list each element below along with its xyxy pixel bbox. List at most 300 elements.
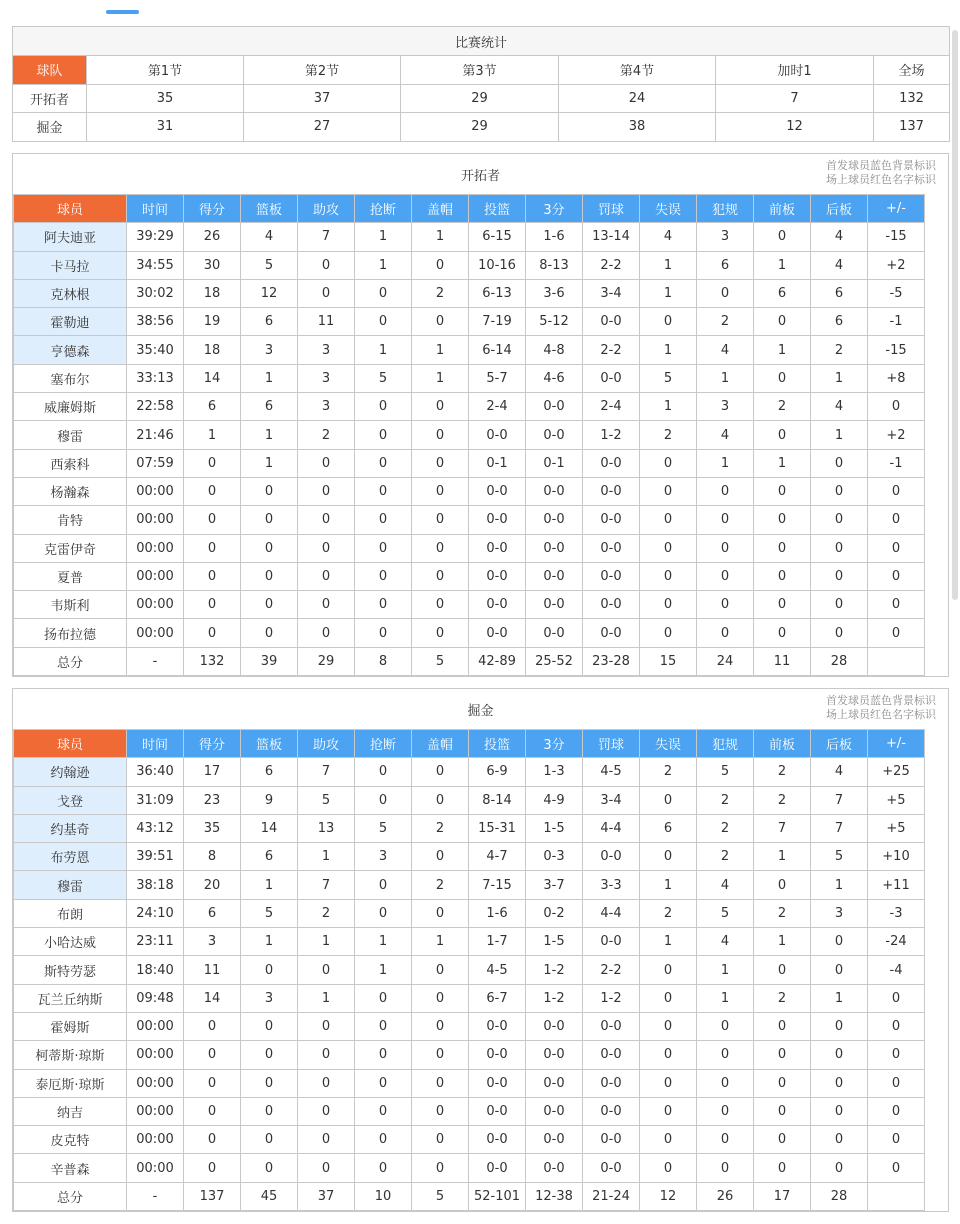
player-name: 小哈达威 xyxy=(14,928,127,956)
stat-cell: 39:51 xyxy=(127,843,184,871)
stat-cell: 0-0 xyxy=(583,308,640,336)
stat-cell: 0 xyxy=(241,562,298,590)
stat-cell: 0 xyxy=(412,591,469,619)
stat-cell: 0-0 xyxy=(583,506,640,534)
stat-cell: 0 xyxy=(697,1154,754,1182)
stat-cell: 0-0 xyxy=(469,506,526,534)
stat-cell: 1 xyxy=(355,928,412,956)
player-stats-table xyxy=(13,729,925,1211)
stat-cell: 0-0 xyxy=(526,393,583,421)
column-header-row xyxy=(14,730,925,758)
stat-cell: 0-0 xyxy=(469,1154,526,1182)
total-cell: 15 xyxy=(640,647,697,675)
stat-cell: 0 xyxy=(640,786,697,814)
stat-cell: 1-7 xyxy=(469,928,526,956)
stat-cell: 0 xyxy=(754,364,811,392)
stat-cell: 1-6 xyxy=(526,223,583,251)
column-header: +/- xyxy=(868,730,925,758)
stat-cell: 0 xyxy=(868,1126,925,1154)
stat-cell: 0-0 xyxy=(469,421,526,449)
stat-cell: 0 xyxy=(868,619,925,647)
game-stats-header-cell: 第1节 xyxy=(87,56,244,85)
stat-cell: 1 xyxy=(640,928,697,956)
stat-cell: 0 xyxy=(697,1041,754,1069)
stat-cell: 30 xyxy=(184,251,241,279)
stat-cell: 0-1 xyxy=(526,449,583,477)
column-header: 得分 xyxy=(184,730,241,758)
stat-cell: 0 xyxy=(640,1012,697,1040)
stat-cell: 1 xyxy=(412,336,469,364)
column-header: +/- xyxy=(868,195,925,223)
player-name: 克雷伊奇 xyxy=(14,534,127,562)
stat-cell: 2 xyxy=(697,786,754,814)
game-stats-header-cell: 第3节 xyxy=(401,56,559,85)
stat-cell: 0 xyxy=(355,1041,412,1069)
stat-cell: 1-6 xyxy=(469,899,526,927)
stat-cell: 0 xyxy=(298,1041,355,1069)
quarter-score-cell: 7 xyxy=(716,84,874,113)
stat-cell: 2 xyxy=(640,899,697,927)
stat-cell: 0 xyxy=(868,393,925,421)
quarter-score-cell: 35 xyxy=(87,84,244,113)
stat-cell: 2-2 xyxy=(583,251,640,279)
stat-cell: 3-4 xyxy=(583,786,640,814)
stat-cell: 13-14 xyxy=(583,223,640,251)
stat-cell: 0 xyxy=(640,449,697,477)
stat-cell: 0 xyxy=(697,279,754,307)
stat-cell: 1 xyxy=(298,984,355,1012)
stat-cell: 0 xyxy=(754,1012,811,1040)
stat-cell: 5-12 xyxy=(526,308,583,336)
stat-cell: 0 xyxy=(412,1012,469,1040)
stat-cell: 0-0 xyxy=(526,1126,583,1154)
legend-on-court: 场上球员红色名字标识 xyxy=(826,708,936,721)
total-cell: 42-89 xyxy=(469,647,526,675)
game-stats-header-cell: 加时1 xyxy=(716,56,874,85)
stat-cell: 1 xyxy=(241,928,298,956)
stat-cell: 26 xyxy=(184,223,241,251)
player-stats-table xyxy=(13,194,925,676)
stat-cell: 7 xyxy=(298,223,355,251)
stat-cell: 1-2 xyxy=(526,956,583,984)
stat-cell: 0 xyxy=(754,223,811,251)
stat-cell: 6 xyxy=(811,279,868,307)
stat-cell: 00:00 xyxy=(127,619,184,647)
stat-cell: 0 xyxy=(754,619,811,647)
stat-cell: 7 xyxy=(298,758,355,786)
stat-cell: 0-0 xyxy=(583,1041,640,1069)
stat-cell: 35 xyxy=(184,814,241,842)
total-cell: 132 xyxy=(184,647,241,675)
stat-cell: 0-0 xyxy=(583,534,640,562)
stat-cell: 0 xyxy=(412,1097,469,1125)
stat-cell: -5 xyxy=(868,279,925,307)
stat-cell: 0-0 xyxy=(583,619,640,647)
stat-cell: 10-16 xyxy=(469,251,526,279)
stat-cell: 0 xyxy=(298,1069,355,1097)
stat-cell: 0 xyxy=(184,1069,241,1097)
column-header: 篮板 xyxy=(241,195,298,223)
stat-cell: 0-0 xyxy=(583,1097,640,1125)
stat-cell: 6-15 xyxy=(469,223,526,251)
player-row xyxy=(14,1041,925,1069)
stat-cell: 0 xyxy=(241,1012,298,1040)
stat-cell: 0 xyxy=(412,984,469,1012)
total-cell: 137 xyxy=(184,1182,241,1210)
stat-cell: 0-0 xyxy=(526,1154,583,1182)
stat-cell: 1-2 xyxy=(526,984,583,1012)
stat-cell: 1 xyxy=(640,393,697,421)
stat-cell: 7 xyxy=(811,786,868,814)
stat-cell: 2 xyxy=(754,786,811,814)
total-label: 总分 xyxy=(14,1182,127,1210)
stat-cell: 7-15 xyxy=(469,871,526,899)
legend-on-court: 场上球员红色名字标识 xyxy=(826,173,936,186)
stat-cell: 5 xyxy=(241,251,298,279)
stat-cell: 0 xyxy=(355,758,412,786)
stat-cell: 0-0 xyxy=(526,591,583,619)
stat-cell: 0 xyxy=(754,1041,811,1069)
stat-cell: 0-0 xyxy=(526,1069,583,1097)
stat-cell: 38:56 xyxy=(127,308,184,336)
stat-cell: 0 xyxy=(811,1069,868,1097)
column-header: 盖帽 xyxy=(412,195,469,223)
stat-cell: 4-6 xyxy=(526,364,583,392)
stat-cell: 0 xyxy=(640,1097,697,1125)
stat-cell: 1 xyxy=(241,364,298,392)
player-name: 泰厄斯·琼斯 xyxy=(14,1069,127,1097)
stat-cell: 0 xyxy=(355,591,412,619)
stat-cell: 1-2 xyxy=(583,984,640,1012)
player-row xyxy=(14,279,925,307)
stat-cell: 0 xyxy=(754,477,811,505)
stat-cell: 2 xyxy=(811,336,868,364)
total-cell: 23-28 xyxy=(583,647,640,675)
stat-cell: 2 xyxy=(412,279,469,307)
stat-cell: 2 xyxy=(754,984,811,1012)
stat-cell: 1 xyxy=(298,928,355,956)
stat-cell: 3-4 xyxy=(583,279,640,307)
stat-cell: 0-0 xyxy=(583,364,640,392)
stat-cell: 6 xyxy=(241,393,298,421)
stat-cell: 0 xyxy=(811,591,868,619)
stat-cell: -15 xyxy=(868,336,925,364)
quarter-score-cell: 12 xyxy=(716,113,874,142)
stat-cell: 7 xyxy=(754,814,811,842)
team-header xyxy=(13,154,948,194)
total-cell: 28 xyxy=(811,1182,868,1210)
stat-cell: 0 xyxy=(355,393,412,421)
stat-cell: 0 xyxy=(241,1041,298,1069)
player-row xyxy=(14,871,925,899)
stat-cell: +11 xyxy=(868,871,925,899)
stat-cell: 0-0 xyxy=(583,1069,640,1097)
column-header: 罚球 xyxy=(583,195,640,223)
player-row xyxy=(14,421,925,449)
player-name: 纳吉 xyxy=(14,1097,127,1125)
stat-cell: 2 xyxy=(412,871,469,899)
player-name: 西索科 xyxy=(14,449,127,477)
total-cell: 26 xyxy=(697,1182,754,1210)
total-cell xyxy=(868,1182,925,1210)
stat-cell: 0 xyxy=(298,534,355,562)
stat-cell: 1-2 xyxy=(583,421,640,449)
column-header: 球员 xyxy=(14,730,127,758)
stat-cell: 1 xyxy=(412,928,469,956)
player-name: 扬布拉德 xyxy=(14,619,127,647)
column-header: 投篮 xyxy=(469,730,526,758)
total-cell: 39 xyxy=(241,647,298,675)
quarter-score-cell: 24 xyxy=(559,84,716,113)
stat-cell: 9 xyxy=(241,786,298,814)
stat-cell: 0-1 xyxy=(469,449,526,477)
stat-cell: 0-0 xyxy=(583,1154,640,1182)
stat-cell: 0 xyxy=(640,1154,697,1182)
stat-cell: 1 xyxy=(811,871,868,899)
column-header: 失误 xyxy=(640,730,697,758)
stat-cell: 38:18 xyxy=(127,871,184,899)
stat-cell: 0 xyxy=(355,786,412,814)
column-header-row xyxy=(14,195,925,223)
stat-cell: 4-4 xyxy=(583,899,640,927)
stat-cell: 4 xyxy=(811,251,868,279)
quarter-score-cell: 31 xyxy=(87,113,244,142)
stat-cell: 2 xyxy=(754,758,811,786)
stat-cell: 6 xyxy=(241,308,298,336)
total-cell: 52-101 xyxy=(469,1182,526,1210)
stat-cell: 2 xyxy=(412,814,469,842)
stat-cell: 6 xyxy=(184,899,241,927)
team-box-nuggets xyxy=(12,688,949,1212)
stat-cell: 0 xyxy=(298,1097,355,1125)
stat-cell: 24:10 xyxy=(127,899,184,927)
stat-cell: 0 xyxy=(868,1097,925,1125)
scrollbar[interactable] xyxy=(952,30,958,600)
stat-cell: 00:00 xyxy=(127,534,184,562)
player-name: 塞布尔 xyxy=(14,364,127,392)
stat-cell: 39:29 xyxy=(127,223,184,251)
stat-cell: 5 xyxy=(298,786,355,814)
stat-cell: 19 xyxy=(184,308,241,336)
stat-cell: 3 xyxy=(811,899,868,927)
stat-cell: 2 xyxy=(298,421,355,449)
stat-cell: 0 xyxy=(412,506,469,534)
total-cell: 28 xyxy=(811,647,868,675)
team-name: 掘金 xyxy=(467,704,494,719)
stat-cell: 0 xyxy=(868,562,925,590)
stat-cell: +8 xyxy=(868,364,925,392)
stat-cell: 0 xyxy=(241,619,298,647)
stat-cell: 2 xyxy=(754,899,811,927)
stat-cell: 0 xyxy=(640,619,697,647)
column-header: 后板 xyxy=(811,730,868,758)
total-cell: 8 xyxy=(355,647,412,675)
stat-cell: 5 xyxy=(241,899,298,927)
team-name-cell: 掘金 xyxy=(13,113,87,142)
stat-cell: 0 xyxy=(241,477,298,505)
stat-cell: 0 xyxy=(640,477,697,505)
stat-cell: +10 xyxy=(868,843,925,871)
stat-cell: 0 xyxy=(412,786,469,814)
player-name: 韦斯利 xyxy=(14,591,127,619)
player-name: 阿夫迪亚 xyxy=(14,223,127,251)
stat-cell: 2-2 xyxy=(583,956,640,984)
player-row xyxy=(14,336,925,364)
stat-cell: 0-0 xyxy=(583,477,640,505)
stat-cell: 4-7 xyxy=(469,843,526,871)
player-name: 杨瀚森 xyxy=(14,477,127,505)
stat-cell: +2 xyxy=(868,251,925,279)
stat-cell: 0 xyxy=(355,1069,412,1097)
team-box-blazers xyxy=(12,153,949,677)
stat-cell: 0 xyxy=(355,899,412,927)
stat-cell: 0 xyxy=(754,591,811,619)
stat-cell: 0 xyxy=(640,984,697,1012)
player-name: 卡马拉 xyxy=(14,251,127,279)
stat-cell: 3 xyxy=(241,984,298,1012)
stat-cell: 1 xyxy=(811,421,868,449)
player-row xyxy=(14,1069,925,1097)
active-tab-indicator xyxy=(106,10,139,14)
stat-cell: 4 xyxy=(241,223,298,251)
stat-cell: 3-3 xyxy=(583,871,640,899)
stat-cell: 0-0 xyxy=(526,534,583,562)
stat-cell: 3 xyxy=(697,223,754,251)
stat-cell: 0-0 xyxy=(583,928,640,956)
stat-cell: 0-0 xyxy=(526,1012,583,1040)
stat-cell: 6-9 xyxy=(469,758,526,786)
stat-cell: 4-8 xyxy=(526,336,583,364)
column-header: 助攻 xyxy=(298,730,355,758)
stat-cell: 0 xyxy=(412,843,469,871)
stat-cell: 0 xyxy=(298,279,355,307)
stat-cell: 4 xyxy=(811,223,868,251)
stat-cell: 11 xyxy=(184,956,241,984)
stat-cell: 0 xyxy=(298,477,355,505)
stat-cell: 0 xyxy=(355,871,412,899)
stat-cell: 3-7 xyxy=(526,871,583,899)
stat-cell: 0-0 xyxy=(469,1097,526,1125)
stat-cell: 0 xyxy=(298,591,355,619)
stat-cell: 0-0 xyxy=(469,1041,526,1069)
player-row xyxy=(14,619,925,647)
stat-cell: 7 xyxy=(811,814,868,842)
stat-cell: 20 xyxy=(184,871,241,899)
stat-cell: 0 xyxy=(697,619,754,647)
stat-cell: 0-0 xyxy=(583,843,640,871)
stat-cell: 4 xyxy=(697,928,754,956)
stat-cell: 0 xyxy=(241,506,298,534)
stat-cell: 1 xyxy=(355,956,412,984)
stat-cell: 1 xyxy=(640,251,697,279)
stat-cell: 2 xyxy=(697,308,754,336)
stat-cell: 0 xyxy=(811,619,868,647)
stat-cell: 0 xyxy=(355,308,412,336)
stat-cell: 0 xyxy=(412,899,469,927)
stat-cell: 0 xyxy=(241,591,298,619)
stat-cell: 0 xyxy=(412,758,469,786)
stat-cell: 00:00 xyxy=(127,1041,184,1069)
stat-cell: 36:40 xyxy=(127,758,184,786)
total-cell: 5 xyxy=(412,647,469,675)
game-stats-header-cell: 第4节 xyxy=(559,56,716,85)
legend xyxy=(826,159,936,187)
stat-cell: 3 xyxy=(298,336,355,364)
player-name: 亨德森 xyxy=(14,336,127,364)
player-row xyxy=(14,393,925,421)
stat-cell: 0 xyxy=(355,477,412,505)
stat-cell: 0 xyxy=(355,1126,412,1154)
stat-cell: 0 xyxy=(298,1154,355,1182)
stat-cell: 0 xyxy=(241,956,298,984)
player-name: 斯特劳瑟 xyxy=(14,956,127,984)
stat-cell: 0 xyxy=(754,506,811,534)
stat-cell: 6-14 xyxy=(469,336,526,364)
column-header: 助攻 xyxy=(298,195,355,223)
game-stats-header-cell: 全场 xyxy=(874,56,950,85)
stat-cell: 0 xyxy=(640,843,697,871)
stat-cell: 0 xyxy=(640,1041,697,1069)
stat-cell: 0 xyxy=(697,477,754,505)
stat-cell: 0 xyxy=(184,506,241,534)
player-name: 克林根 xyxy=(14,279,127,307)
stat-cell: 6-7 xyxy=(469,984,526,1012)
stat-cell: 0 xyxy=(412,308,469,336)
total-cell: 12-38 xyxy=(526,1182,583,1210)
stat-cell: 14 xyxy=(184,984,241,1012)
stat-cell: 4 xyxy=(697,871,754,899)
stat-cell: 3 xyxy=(184,928,241,956)
stat-cell: 0-0 xyxy=(526,477,583,505)
stat-cell: 0 xyxy=(241,1126,298,1154)
stat-cell: 0 xyxy=(811,562,868,590)
total-cell: 12 xyxy=(640,1182,697,1210)
stat-cell: 0 xyxy=(697,534,754,562)
stat-cell: 3 xyxy=(697,393,754,421)
stat-cell: 0 xyxy=(184,1012,241,1040)
player-name: 皮克特 xyxy=(14,1126,127,1154)
stat-cell: 0 xyxy=(811,449,868,477)
stat-cell: 0 xyxy=(811,534,868,562)
column-header: 篮板 xyxy=(241,730,298,758)
stat-cell: 0 xyxy=(640,534,697,562)
stat-cell: -1 xyxy=(868,308,925,336)
legend xyxy=(826,694,936,722)
stat-cell: 0 xyxy=(868,1012,925,1040)
stat-cell: 0 xyxy=(241,1154,298,1182)
total-row xyxy=(14,1182,925,1210)
stat-cell: 0-0 xyxy=(469,534,526,562)
game-stats-row xyxy=(13,113,950,142)
stat-cell: 0 xyxy=(355,506,412,534)
stat-cell: 8 xyxy=(184,843,241,871)
stat-cell: 0 xyxy=(355,1012,412,1040)
stat-cell: 31:09 xyxy=(127,786,184,814)
stat-cell: 0-0 xyxy=(526,619,583,647)
stat-cell: 0 xyxy=(754,956,811,984)
stat-cell: 2 xyxy=(640,421,697,449)
stat-cell: 0 xyxy=(811,928,868,956)
stat-cell: 0 xyxy=(412,562,469,590)
column-header: 犯规 xyxy=(697,195,754,223)
stat-cell: 0 xyxy=(754,562,811,590)
stat-cell: 0 xyxy=(412,393,469,421)
stat-cell: 00:00 xyxy=(127,506,184,534)
stat-cell: 1 xyxy=(412,364,469,392)
stat-cell: 0 xyxy=(184,1097,241,1125)
stat-cell: 2 xyxy=(298,899,355,927)
stat-cell: 2-4 xyxy=(469,393,526,421)
